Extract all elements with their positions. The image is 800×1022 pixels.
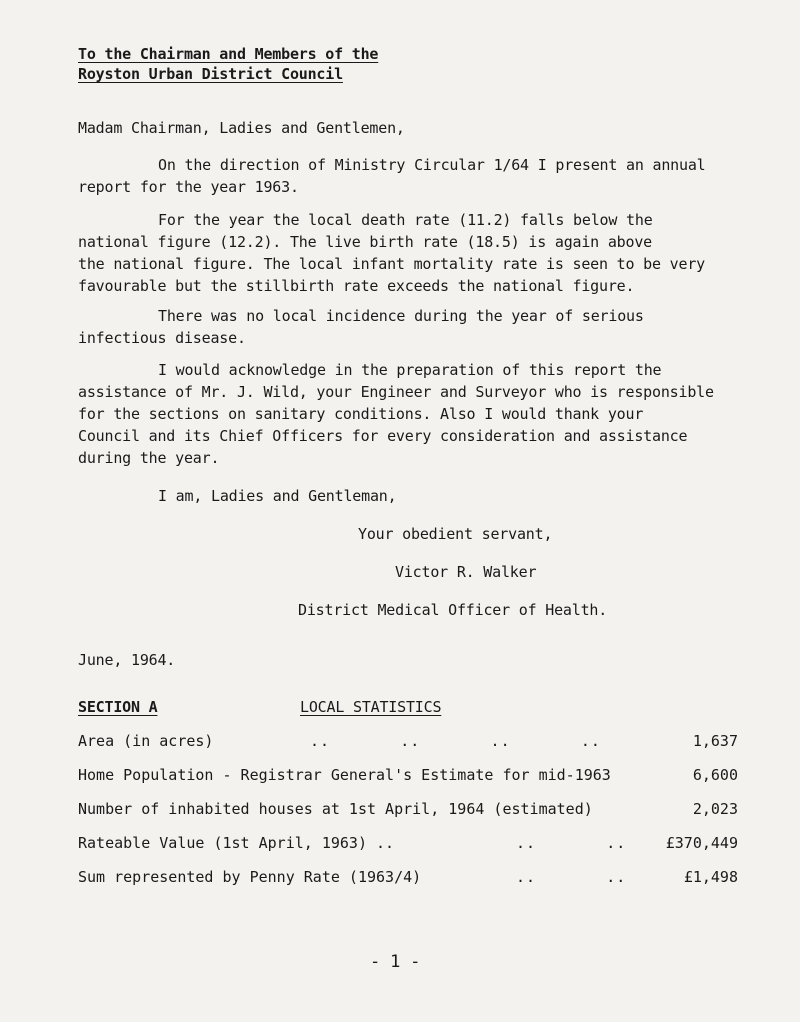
statistics-row	[78, 798, 738, 820]
paragraph-2-line-4: favourable but the stillbirth rate exceeds the national figure.	[78, 277, 635, 295]
statistics-row	[78, 730, 738, 752]
statistic-label: Sum represented by Penny Rate (1963/4)	[78, 868, 422, 886]
salutation: Madam Chairman, Ladies and Gentlemen,	[78, 119, 405, 137]
leader-dots: .. ..	[516, 868, 627, 886]
statistic-label: Home Population - Registrar General's Estimate for mid-1963	[78, 766, 611, 784]
statistic-value: £370,449	[665, 834, 738, 852]
leader-dots: .. .. .. ..	[310, 732, 601, 750]
page-number: - 1 -	[370, 952, 421, 972]
paragraph-4-line-5: during the year.	[78, 449, 220, 467]
paragraph-1-line-1: On the direction of Ministry Circular 1/64 I present an annual	[158, 156, 706, 174]
leader-dots: .. ..	[516, 834, 627, 852]
signatory-name: Victor R. Walker	[395, 563, 537, 581]
statistics-row	[78, 832, 738, 854]
section-label: SECTION A	[78, 698, 158, 716]
statistics-row	[78, 764, 738, 786]
report-date: June, 1964.	[78, 651, 176, 669]
paragraph-4-line-2: assistance of Mr. J. Wild, your Engineer and Surveyor who is responsible	[78, 383, 714, 401]
paragraph-2-line-1: For the year the local death rate (11.2) falls below the	[158, 211, 653, 229]
statistic-label: Rateable Value (1st April, 1963) ..	[78, 834, 395, 852]
paragraph-4-line-3: for the sections on sanitary conditions. Also I would thank your	[78, 405, 644, 423]
closing-valediction: Your obedient servant,	[358, 525, 553, 543]
paragraph-2-line-2: national figure (12.2). The live birth rate (18.5) is again above	[78, 233, 652, 251]
paragraph-4-line-4: Council and its Chief Officers for every consideration and assistance	[78, 427, 688, 445]
statistic-value: £1,498	[683, 868, 738, 886]
signatory-title: District Medical Officer of Health.	[298, 601, 608, 619]
statistic-value: 2,023	[692, 800, 738, 818]
paragraph-3-line-1: There was no local incidence during the year of serious	[158, 307, 644, 325]
statistic-label: Area (in acres)	[78, 732, 214, 750]
statistic-value: 6,600	[692, 766, 738, 784]
paragraph-4-line-1: I would acknowledge in the preparation of this report the	[158, 361, 662, 379]
statistic-label: Number of inhabited houses at 1st April, 1964 (estimated)	[78, 800, 593, 818]
section-title: LOCAL STATISTICS	[300, 698, 442, 716]
address-line-2: Royston Urban District Council	[78, 65, 343, 83]
paragraph-2-line-3: the national figure. The local infant mortality rate is seen to be very	[78, 255, 705, 273]
paragraph-3-line-2: infectious disease.	[78, 329, 246, 347]
statistic-value: 1,637	[692, 732, 738, 750]
address-line-1: To the Chairman and Members of the	[78, 45, 379, 63]
statistics-row	[78, 866, 738, 888]
paragraph-1-line-2: report for the year 1963.	[78, 178, 299, 196]
closing-greeting: I am, Ladies and Gentleman,	[158, 487, 397, 505]
